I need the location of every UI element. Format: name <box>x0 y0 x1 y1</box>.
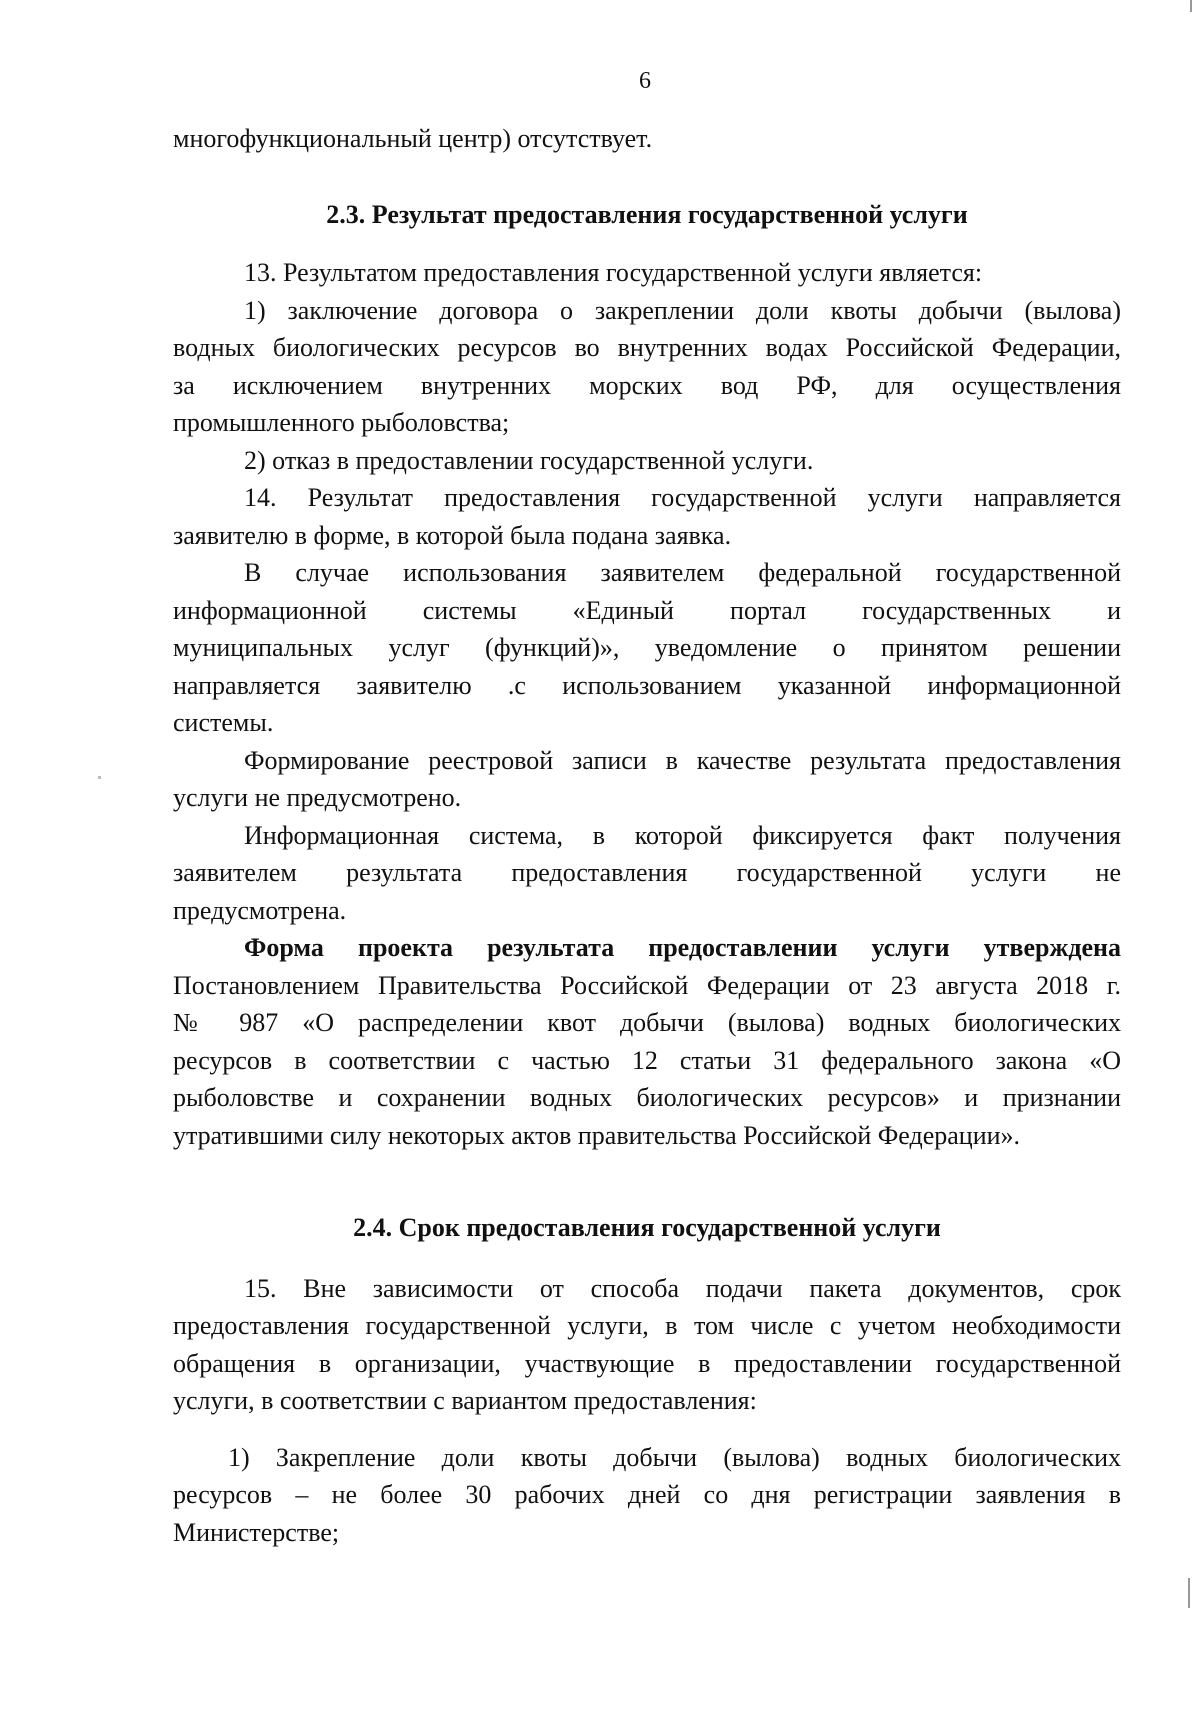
paragraph-epgu-line: направляется заявителю .с использованием указанной информационной <box>173 670 1121 700</box>
paragraph-form-line: № 987 «О распределении квот добычи (вылова) водных биологических <box>173 1008 1121 1037</box>
paragraph-epgu-line: системы. <box>173 708 274 737</box>
paragraph-infosystem-line: заявителем результата предоставления государственной услуги не <box>173 858 1121 887</box>
paragraph-15-line: 15. Вне зависимости от способа подачи пакета документов, срок <box>244 1273 1121 1303</box>
paragraph-form-line: ресурсов в соответствии с частью 12 статьи 31 федерального закона «О <box>173 1045 1121 1075</box>
paragraph-14-line: заявителю в форме, в которой была подана заявка. <box>173 520 732 550</box>
scan-edge-mark <box>1190 0 1192 12</box>
paragraph-form-line: Постановлением Правительства Российской Федерации от 23 августа 2018 г. <box>173 970 1121 1000</box>
paragraph-15-line: предоставления государственной услуги, в том числе с учетом необходимости <box>173 1311 1121 1340</box>
scan-speck <box>98 776 101 779</box>
document-body <box>173 120 1121 1551</box>
paragraph-form-line: утратившими силу некоторых актов правительства Российской Федерации». <box>173 1120 1021 1150</box>
paragraph-epgu-line: информационной системы «Единый портал государственных и <box>173 595 1121 625</box>
paragraph-epgu-line: В случае использования заявителем федеральной государственной <box>244 558 1121 587</box>
paragraph-15-line: услуги, в соответствии с вариантом предоставления: <box>173 1386 757 1415</box>
paragraph-infosystem-line: Информационная система, в которой фиксируется факт получения <box>244 820 1121 850</box>
paragraph-infosystem-line: предусмотрена. <box>173 895 347 925</box>
list-item-1-line: за исключением внутренних морских вод РФ, для осуществления <box>173 370 1121 400</box>
paragraph-registry-line: услуги не предусмотрено. <box>173 783 462 812</box>
paragraph-13: 13. Результатом предоставления государственной услуги является: <box>244 258 983 287</box>
paragraph-form-line: рыболовстве и сохранении водных биологических ресурсов» и признании <box>173 1083 1121 1112</box>
text-line: многофункциональный центр) отсутствует. <box>173 124 653 153</box>
page-number: 6 <box>639 68 651 94</box>
list-item-1-line: промышленного рыболовства; <box>173 408 510 437</box>
scan-edge-mark <box>1188 1578 1190 1608</box>
term-item-1-line: Министерстве; <box>173 1517 340 1547</box>
term-item-1-line: 1) Закрепление доли квоты добычи (вылова) водных биологических <box>228 1442 1121 1472</box>
list-item-1-line: водных биологических ресурсов во внутренних водах Российской Федерации, <box>173 333 1121 362</box>
list-item-1-line: 1) заключение договора о закреплении доли квоты добычи (вылова) <box>244 295 1121 325</box>
paragraph-15-line: обращения в организации, участвующие в предоставлении государственной <box>173 1348 1121 1378</box>
paragraph-epgu-line: муниципальных услуг (функций)», уведомление о принятом решении <box>173 633 1121 662</box>
section-heading-2-3: 2.3. Результат предоставления государственной услуги <box>326 199 968 229</box>
term-item-1-line: ресурсов – не более 30 рабочих дней со дня регистрации заявления в <box>173 1480 1121 1509</box>
list-item-2: 2) отказ в предоставлении государственной услуги. <box>244 445 814 475</box>
paragraph-registry-line: Формирование реестровой записи в качестве результата предоставления <box>244 745 1121 775</box>
paragraph-form-line-bold: Форма проекта результата предоставлении услуги утверждена <box>244 933 1121 962</box>
paragraph-14-line: 14. Результат предоставления государственной услуги направляется <box>244 483 1121 512</box>
section-heading-2-4: 2.4. Срок предоставления государственной услуги <box>353 1213 941 1242</box>
